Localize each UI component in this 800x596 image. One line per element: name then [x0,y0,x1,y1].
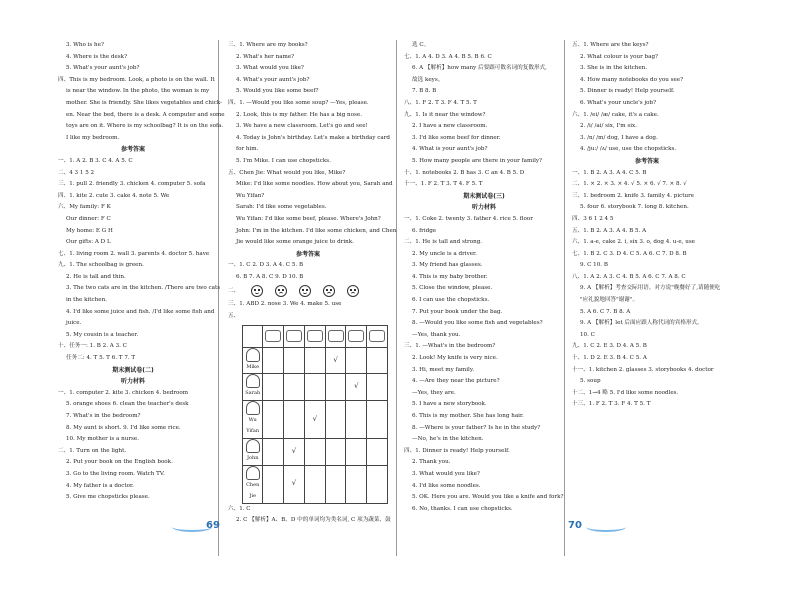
answer-line: 6. This is my mother. She has long hair. [412,413,524,419]
answer-line: 十、1. D 2. E 3. B 4. C 5. A [572,355,647,362]
answer-line: 8. My aunt is short. 9. I'd like some rice. [66,424,181,431]
answer-line: 四、3 6 1 2 4 5 [572,215,614,222]
answer-line: 8. —Would you like some fish and vegetables? [412,320,543,327]
answer-line: 2. C 【解析】A、B、D 中的单词均为类名词, C 项为蔬菜、鼓 [236,517,391,524]
child-portrait-icon [246,439,260,453]
answer-line: Wu Yifan: I'd like some beef, please. Where's John? [236,215,381,222]
section-heading: 期末测试卷(二) [112,366,154,374]
child-cell [243,400,263,438]
answer-line: 九、1. The schoolbag is green. [58,262,144,269]
answer-line: 4. How many notebooks do you see? [580,76,684,83]
answer-line: 3. She is in the kitchen. [580,65,648,72]
answer-line: 4. This is my baby brother. [412,273,488,280]
grid-mark [304,465,325,503]
answer-line: 6. fridge [412,227,437,234]
answer-line: 5. soup [580,378,601,385]
answer-line: —No, he's in the kitchen. [412,436,484,443]
answer-line: Jie would like some orange juice to drink. [236,239,354,246]
answer-line: 六、1. a-e, cake 2. i, six 3. o, dog 4. u-e, use [572,239,695,246]
answer-line: 5. orange shoes 6. clean the teacher's desk [66,401,189,408]
grid-mark [325,400,346,438]
food-picture [346,325,367,347]
grid-mark [284,374,305,401]
sad-face-icon [275,285,287,297]
answer-line: 2. I have a new classroom. [412,123,488,130]
faces-label: 二、 [228,287,240,294]
column-1 [58,40,225,504]
answer-line: 4. I'd like some noodles. [412,482,481,489]
answer-line: "应礼貌地回答"谢谢"。 [580,297,639,304]
feather-decoration-icon [586,522,626,532]
grid-mark [346,465,367,503]
answer-line: 二、1. Turn on the light. [58,447,127,454]
grid-mark: √ [304,400,325,438]
grid-corner [243,325,263,347]
answer-line: 3. We have a new classroom. Let's go and see! [236,123,368,130]
grid-mark [304,439,325,466]
grid-mark [304,374,325,401]
answer-line: 二、1. × 2. × 3. × 4. √ 5. × 6. √ 7. × 8. √ [572,181,687,188]
answer-line: mother. She is friendly. She likes vegetables and chick- [66,99,223,106]
answer-line: 4. What's your aunt's job? [236,76,310,83]
answer-line: 9. A 【解析】考查交际用语。对方说"晚餐好了,请随便吃 [580,285,721,292]
grid-mark [367,465,388,503]
section-heading: 期末测试卷(三) [463,192,505,200]
answer-line: 四、1. —Would you like some soup? —Yes, please. [228,99,369,106]
column-4 [572,40,722,411]
answer-line: 2. He is tall and thin. [66,273,126,280]
answer-line: 8. —Where is your father? Is he in the study? [412,424,541,431]
answer-line: 十一、1. F 2. T 3. T 4. F 5. T [404,181,483,188]
answer-line: 二、1. He is tall and strong. [404,239,483,246]
answer-line: 5. Give me chopsticks please. [66,494,150,501]
column-3 [404,40,564,515]
answer-line: 7. What's in the bedroom? [66,413,141,419]
page-number-left: 69 [206,520,220,531]
grid-row [243,400,388,438]
faces-row [228,283,388,299]
answer-line: My home: E G H [66,227,113,234]
child-portrait-icon [246,466,260,480]
food-picture [263,325,284,347]
orange-juice-icon [286,330,302,342]
food-picture [325,325,346,347]
answer-line: 5. Dinner is ready! Help yourself. [580,88,675,95]
answer-line: John: I'm in the kitchen. I'd like some chicken, and Chen [236,227,397,234]
grid-mark [263,347,284,374]
grid-mark [367,347,388,374]
answer-line: 三、1. pull 2. friendly 3. chicken 4. computer 5. sofa [58,181,206,188]
answer-line: I like my bedroom. [66,134,120,141]
answer-line: 一、1. computer 2. kite 3. chicken 4. bedroom [58,389,189,396]
answer-line: 二、4 3 1 5 2 [58,169,95,176]
answer-line: 4. Today is John's birthday. Let's make a birthday card [236,134,391,141]
answer-line: 3. What would you like? [412,470,480,477]
answer-line: 3. Who is he? [66,42,104,48]
answer-line: 9. C 10. B [580,262,608,269]
answer-line: 十二、1→4 略 5. I'd like some noodles. [572,389,679,396]
answer-line: 9. A 【解析】let 后面应跟人称代词的宾格形式。 [580,320,703,327]
child-cell [243,465,263,503]
sad-face-icon [347,285,359,297]
answer-line: 四、This is my bedroom. Look, a photo is on the wall. It [58,76,215,83]
answer-line: 6. B 7. A 8. C 9. D 10. B [236,273,304,280]
answer-line: 八、1. A 2. A 3. C 4. B 5. A 6. C 7. A 8. C [572,273,686,280]
answer-line: in the kitchen. [66,297,107,304]
grid-row [243,439,388,466]
section-heading: 参考答案 [120,146,145,154]
answer-line: 5. Close the window, please. [412,285,493,292]
grid-mark [346,400,367,438]
child-cell [243,374,263,401]
answer-line: 故选 keys。 [412,76,444,83]
answer-line: 一、1. A 2. B 3. C 4. A 5. C [58,157,133,164]
answer-line: 一、1. C 2. D 3. A 4. C 5. B [228,262,304,269]
grid-mark [325,374,346,401]
food-grid [242,325,388,504]
grid-mark [284,347,305,374]
answer-line: 2. What's her name? [236,53,295,60]
answer-line: —Yes, they are. [412,389,456,396]
answer-line: 7. B 8. B [412,88,437,95]
answer-line: 3. I'd like some beef for dinner. [412,134,501,141]
answer-line: 5. I'm Mike. I can use chopsticks. [236,157,331,164]
answer-line: 10. C [580,331,595,338]
answer-line: 六、1. C [228,505,251,512]
answer-line: 六、My family: F K [58,204,111,211]
answer-line: 3. The two cats are in the kitchen. /There are two cats [66,285,221,292]
section-heading: 参考答案 [295,250,320,258]
grid-label: 五、 [228,313,240,320]
child-portrait-icon [246,348,260,362]
answer-line: toys are on it. Where is my schoolbag? It is on the sofa. [66,123,224,130]
vegetables-icon [348,330,364,342]
grid-mark [304,347,325,374]
answer-line: 2. My uncle is a driver. [412,250,477,257]
child-portrait-icon [246,374,260,388]
answer-line: 八、1. F 2. T 3. F 4. T 5. T [404,99,477,106]
section-heading: 听力材料 [471,204,496,212]
answer-line: 5. Would you like some beef? [236,88,319,95]
grid-row [243,347,388,374]
child-cell [243,439,263,466]
answer-line: 3. /n/ /m/ dog, I have a dog. [580,134,658,141]
answer-line: 一、1. B 2. A 3. A 4. C 5. B [572,169,647,176]
page-gutter [396,40,397,556]
answer-line: 5. A 6. C 7. B 8. A [580,308,631,315]
food-picture [304,325,325,347]
answer-line: 选 C。 [412,42,430,48]
answer-line: Our gifts: A D L [66,239,111,246]
grid-mark: √ [284,439,305,466]
grid-mark [346,439,367,466]
food-picture [284,325,305,347]
answer-line: 九、1. Is it near the window? [404,111,486,118]
grid-header-row [243,325,388,347]
grid-mark [367,400,388,438]
child-name: Chen Jie [246,481,260,500]
answer-line: 2. Look! My knife is very nice. [412,355,498,362]
smile-face-icon [299,285,311,297]
answer-line: 三、1. bedroom 2. knife 3. family 4. picture [572,192,695,199]
answer-line: 10. My mother is a nurse. [66,436,140,443]
answer-line: 4. /ju:/ /ʌ/ use, use the chopsticks. [580,146,677,153]
grid-mark [263,465,284,503]
child-cell [243,347,263,374]
answer-line: 2. /i/ /ai/ six, I'm six. [580,123,637,130]
answer-line: 3. What would you like? [236,65,304,72]
answer-line: 5. How many people are there in your family? [412,157,543,164]
food-picture [367,325,388,347]
answer-line: 6. A 【解析】how many 后要跟可数名词的复数形式, [412,65,547,72]
answer-line: 6. What's your uncle's job? [580,99,657,106]
answer-line: 5. I have a new storybook. [412,401,487,408]
smile-face-icon [251,285,263,297]
grid-mark [367,374,388,401]
answer-line: 三、1. ABD 2. nose 3. We 4. make 5. use [228,301,342,308]
answer-line: 4. My father is a doctor. [66,482,134,489]
answer-line: 6. I can use the chopsticks. [412,297,490,304]
answer-line: 7. Put your book under the bag. [412,308,503,315]
beef-icon [307,330,323,342]
child-name: John [246,455,259,462]
answer-line: 七、1. A 4. D 3. A 4. B 5. B 6. C [404,53,492,60]
answer-line: for him. [236,146,259,153]
answer-line: 3. Hi, meet my family. [412,366,475,373]
answer-line: 十、1. notebooks 2. B has 3. C an 4. B 5. D [404,169,525,176]
answer-line: 四、1. kite 2. cute 3. cake 4. note 5. We [58,192,170,199]
answer-line: 5. What's your aunt's job? [66,65,140,72]
answer-line: 三、1. —What's in the bedroom? [404,343,496,350]
answer-line: 6. No, thanks. I can use chopsticks. [412,505,513,512]
section-heading: 听力材料 [120,378,145,386]
grid-mark [325,465,346,503]
answer-line: 4. I'd like some juice and fish. /I'd like some fish and [66,308,215,315]
section-heading: 参考答案 [634,157,659,165]
answer-line: 九、1. C 2. E 3. D 4. A 5. B [572,343,647,350]
answer-line: 2. Thank you. [412,459,451,466]
answer-line: 十三、1. F 2. T 3. F 4. T 5. T [572,401,651,408]
answer-line: 5. OK. Here you are. Would you like a knife and fork? [412,494,564,501]
answer-line: 五、1. B 2. A 3. A 4. B 5. A [572,227,647,234]
grid-row [243,465,388,503]
answer-line: —Yes, thank you. [412,331,461,338]
answer-line: 四、1. Dinner is ready! Help yourself. [404,447,510,454]
answer-line: en. Near the bed, there is a desk. A computer and some [66,111,225,118]
grid-mark [346,347,367,374]
grid-mark [367,439,388,466]
grid-mark: √ [346,374,367,401]
answer-line: 4. —Are they near the picture? [412,378,500,385]
answer-line: 七、1. B 2. C 3. D 4. C 5. A 6. C 7. D 8. B [572,250,687,257]
answer-line: 一、1. Coke 2. twenty 3. father 4. rice 5. floor [404,215,533,222]
grid-mark [284,400,305,438]
answer-line: is near the window. In the photo, the woman is my [66,88,210,95]
answer-line: 十、任务一: 1. B 2. A 3. C [58,343,127,350]
answer-line: 十一、1. kitchen 2. glasses 3. storybooks 4. doctor [572,366,714,373]
soup-icon [265,330,281,342]
answer-line: Mike: I'd like some noodles. How about you, Sarah and [236,181,393,188]
answer-line: Wu Yifan? [236,192,265,199]
answer-line: 3. My friend has glasses. [412,262,483,269]
answer-line: 任务二: 4. T 5. T 6. T 7. T [66,355,136,362]
grid-mark [263,439,284,466]
answer-line: 三、1. Where are my books? [228,42,308,48]
answer-line: Sarah: I'd like some vegetables. [236,204,327,211]
answer-line: juice. [66,320,82,327]
child-name: Wu Yifan [246,416,260,435]
child-portrait-icon [246,401,260,415]
answer-line: 五、1. Where are the keys? [572,42,649,48]
answer-line: 5. My cousin is a teacher. [66,331,139,338]
grid-mark [325,439,346,466]
answer-line: Our dinner: F C [66,215,111,222]
answer-line: 五、Chen Jie: What would you like, Mike? [228,169,346,176]
grid-mark [263,400,284,438]
answer-line: 4. What is your aunt's job? [412,146,488,153]
sad-face-icon [323,285,335,297]
answer-line: 5. four 6. storybook 7. long 8. kitchen. [580,204,689,211]
grid-mark: √ [284,465,305,503]
child-name: Mike [246,363,260,370]
answer-line: 2. Look, this is my father. He has a big nose. [236,111,362,118]
answer-line: 六、1. /ei/ /æ/ cake, it's a cake. [572,111,659,118]
answer-line: 七、1. living room 2. wall 3. parents 4. doctor 5. have [58,250,210,257]
child-name: Sarah [245,390,261,397]
answer-line: 2. What colour is your bag? [580,53,659,60]
noodles-icon [328,330,344,342]
answer-line: 4. Where is the desk? [66,53,128,60]
chicken-icon [369,330,385,342]
answer-line: 2. Put your book on the English book. [66,459,173,466]
grid-mark: √ [325,347,346,374]
answer-line: 3. Go to the living room. Watch TV. [66,470,165,477]
column-divider [564,40,565,556]
grid-row [243,374,388,401]
page-number-right: 70 [568,520,582,531]
grid-mark [263,374,284,401]
column-2 [228,40,397,527]
